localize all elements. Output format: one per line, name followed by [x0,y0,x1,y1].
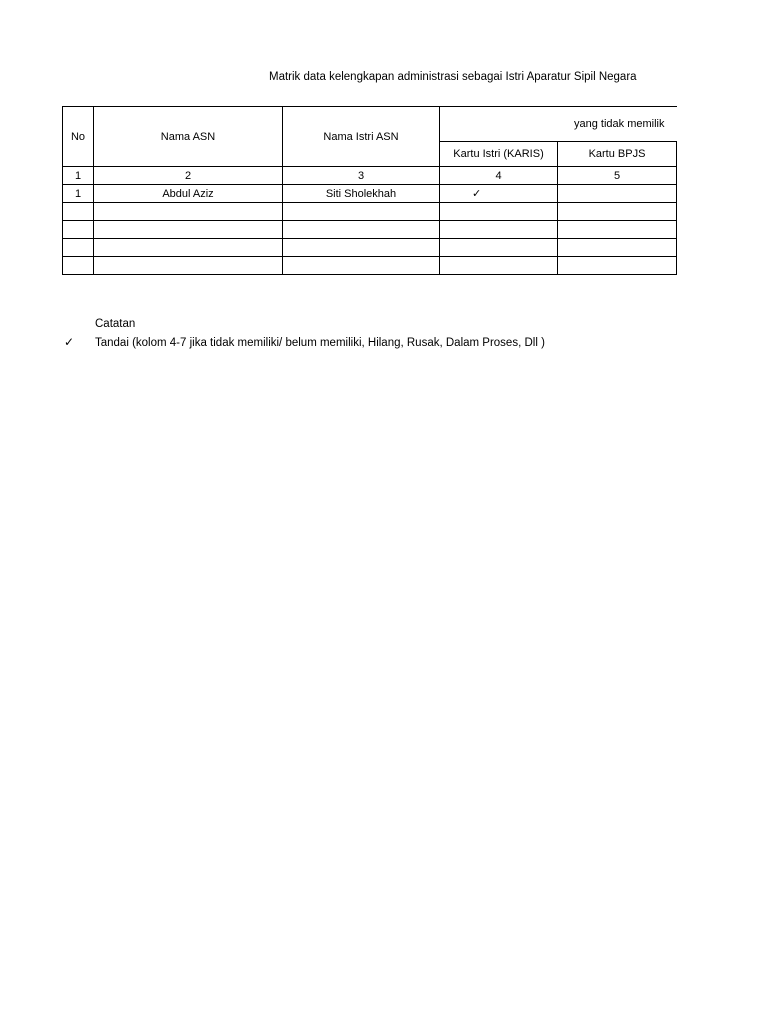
cell-extra [677,239,678,257]
table-row [63,185,678,203]
cell-nama-asn [94,257,283,275]
header-nama-istri: Nama Istri ASN [283,107,440,167]
header-kartu-istri: Kartu Istri (KARIS) [440,142,558,167]
column-number: 1 [63,167,94,185]
cell-nama-istri [283,203,440,221]
table-row [63,257,678,275]
cell-kartu-istri [440,221,558,239]
cell-extra [677,257,678,275]
cell-extra [677,185,678,203]
data-table-container [62,106,677,281]
cell-kartu-bpjs [558,239,677,257]
check-icon: ✓ [64,335,75,349]
cell-nama-asn: Abdul Aziz [94,185,283,203]
cell-nama-istri [283,239,440,257]
column-number: 3 [283,167,440,185]
cell-kartu-bpjs [558,185,677,203]
header-group: yang tidak memilik [440,107,678,142]
cell-no [63,257,94,275]
table-row [63,203,678,221]
header-kartu-bpjs: Kartu BPJS [558,142,677,167]
table-row [63,221,678,239]
header-nama-asn: Nama ASN [94,107,283,167]
header-no: No [63,107,94,167]
cell-kartu-istri: ✓ [440,185,558,203]
cell-kartu-bpjs [558,257,677,275]
cell-kartu-istri [440,257,558,275]
cell-nama-istri: Siti Sholekhah [283,185,440,203]
cell-extra [677,221,678,239]
notes-text: Tandai (kolom 4-7 jika tidak memiliki/ belum memiliki, Hilang, Rusak, Dalam Proses, Dll ) [95,337,545,349]
notes-title: Catatan [95,318,136,330]
cell-nama-asn [94,221,283,239]
column-number: 5 [558,167,677,185]
column-number [677,167,678,185]
cell-kartu-istri [440,239,558,257]
cell-no [63,221,94,239]
cell-nama-asn [94,239,283,257]
table-row [63,239,678,257]
cell-nama-asn [94,203,283,221]
cell-no [63,239,94,257]
column-number-row [63,167,678,185]
cell-nama-istri [283,221,440,239]
cell-nama-istri [283,257,440,275]
header-extra [677,142,678,167]
cell-kartu-bpjs [558,203,677,221]
data-table [62,106,677,275]
cell-kartu-istri [440,203,558,221]
cell-no: 1 [63,185,94,203]
page-title: Matrik data kelengkapan administrasi sebagai Istri Aparatur Sipil Negara [269,71,637,83]
column-number: 2 [94,167,283,185]
cell-no [63,203,94,221]
table-header-row [63,107,678,142]
cell-kartu-bpjs [558,221,677,239]
column-number: 4 [440,167,558,185]
cell-extra [677,203,678,221]
